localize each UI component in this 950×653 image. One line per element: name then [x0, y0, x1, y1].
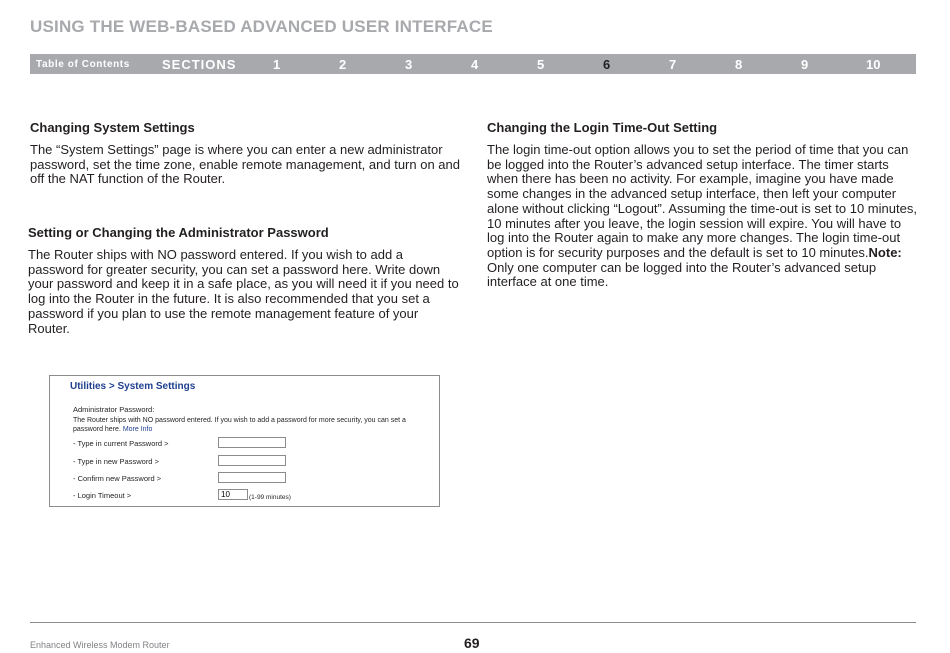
- paragraph-login-timeout-text: The login time-out option allows you to set the period of time that you can be logged into the Router’s advanced setup interface. The timer starts when there has been no activity. For example, imagine you have made some changes in the advanced setup interface, then left your computer alone without clicking “Logout”. Assuming the time-out is set to 10 minutes, 10 minutes after you leave, the login session will expire. You will have to log into the Router again to make any more changes. The login time-out option is for security purposes and the default is set to 10 minutes.: [487, 142, 917, 260]
- note-text: Only one computer can be logged into the Router’s advanced setup interface at one time.: [487, 259, 877, 290]
- current-password-label: - Type in current Password >: [73, 439, 169, 448]
- sections-label: SECTIONS: [162, 57, 237, 72]
- nav-section-3[interactable]: 3: [405, 57, 413, 72]
- new-password-label: - Type in new Password >: [73, 457, 159, 466]
- table-of-contents-link[interactable]: Table of Contents: [36, 59, 130, 70]
- nav-section-9[interactable]: 9: [801, 57, 809, 72]
- page-header-title: USING THE WEB-BASED ADVANCED USER INTERFACE: [30, 17, 493, 36]
- nav-section-6[interactable]: 6: [603, 57, 611, 72]
- section-nav-bar: [30, 54, 916, 74]
- screenshot-title: Utilities > System Settings: [70, 381, 196, 392]
- heading-admin-password: Setting or Changing the Administrator Password: [28, 225, 329, 240]
- nav-section-1[interactable]: 1: [273, 57, 281, 72]
- login-timeout-label: - Login Timeout >: [73, 491, 132, 500]
- login-timeout-hint: (1-99 minutes): [249, 494, 291, 501]
- nav-section-7[interactable]: 7: [669, 57, 677, 72]
- nav-section-5[interactable]: 5: [537, 57, 545, 72]
- paragraph-login-timeout: [487, 143, 917, 290]
- confirm-password-input[interactable]: [218, 472, 286, 483]
- nav-section-2[interactable]: 2: [339, 57, 347, 72]
- admin-password-description: [73, 416, 429, 434]
- page-number: 69: [464, 635, 480, 651]
- new-password-input[interactable]: [218, 455, 286, 466]
- nav-section-10[interactable]: 10: [866, 57, 881, 72]
- more-info-link[interactable]: More Info: [122, 426, 153, 433]
- admin-password-description-text: The Router ships with NO password entered. If you wish to add a password for more security, you can set a password here.: [73, 417, 406, 433]
- nav-section-4[interactable]: 4: [471, 57, 479, 72]
- paragraph-admin-password: The Router ships with NO password entered. If you wish to add a password for greater security, you can set a password here. Write down your password and keep it in a safe place, as you will need it if you need to log into the Router in the future. It is also recommended that you set a password if you plan to use the remote management feature of your Router.: [28, 247, 459, 336]
- system-settings-screenshot: [49, 375, 440, 507]
- nav-section-8[interactable]: 8: [735, 57, 743, 72]
- login-timeout-input[interactable]: [218, 489, 248, 500]
- current-password-input[interactable]: [218, 437, 286, 448]
- confirm-password-label: - Confirm new Password >: [73, 474, 162, 483]
- heading-changing-system-settings: Changing System Settings: [30, 120, 195, 135]
- note-label: Note:: [868, 244, 902, 260]
- heading-login-timeout: Changing the Login Time-Out Setting: [487, 120, 718, 135]
- paragraph-system-settings: The “System Settings” page is where you can enter a new administrator password, set the time zone, enable remote management, and turn on and off the NAT function of the Router.: [30, 142, 460, 187]
- admin-password-label: Administrator Password:: [73, 405, 155, 414]
- footer-divider: [30, 622, 916, 623]
- footer-product-name: Enhanced Wireless Modem Router: [30, 640, 170, 650]
